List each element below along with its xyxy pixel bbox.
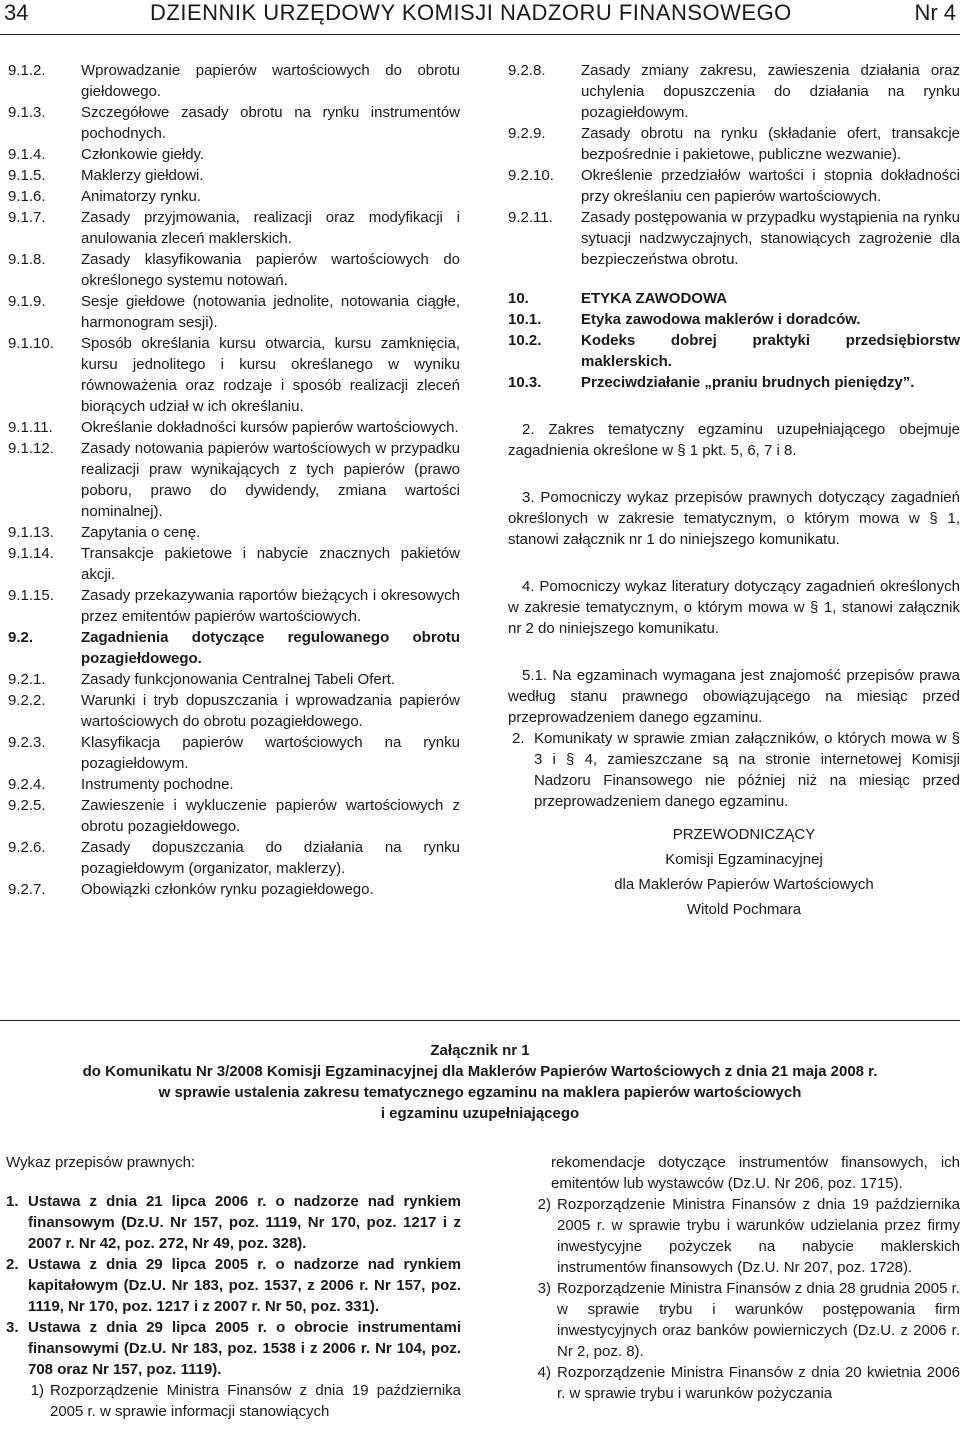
ethics-item-text: Etyka zawodowa maklerów i doradców.: [581, 311, 861, 328]
topic-item-text: Określenie przedziałów wartości i stopnia dokładności przy określaniu cen papierów wartościowych.: [581, 167, 960, 205]
regulation-item-number: 3): [537, 1280, 551, 1297]
topic-item-number: 9.1.11.: [8, 419, 53, 436]
topic-item-number: 9.1.9.: [8, 293, 46, 310]
regulation-item-text: Rozporządzenie Ministra Finansów z dnia 28 grudnia 2005 r. w sprawie trybu i warunków postępowania firm inwestycyjnych oraz banków powierniczych (Dz.U. z 2006 r. Nr 2, poz. 8).: [557, 1280, 960, 1360]
topic-item-text: Zasady obrotu na rynku (składanie ofert, transakcje bezpośrednie i pakietowe, publiczne wezwanie).: [581, 125, 960, 163]
annex-line-3: i egzaminu uzupełniającego: [380, 1105, 580, 1122]
topic-item: [8, 837, 460, 879]
regulations-list-left: [6, 1380, 461, 1422]
topic-item: [8, 249, 460, 291]
topic-item-text: Zasady notowania papierów wartościowych w przypadku realizacji praw wynikających z tych papierów (prawo poboru, prawo do dywidendy, zmiana wartości nominalnej).: [81, 440, 460, 520]
header-rule: [0, 34, 960, 35]
topic-list-left: [8, 60, 460, 900]
topic-item-number: 9.2.11.: [508, 209, 553, 226]
annex-heading: [0, 1040, 960, 1124]
law-item: [6, 1317, 461, 1380]
annex-title: Załącznik nr 1: [430, 1042, 530, 1059]
topic-item: [8, 732, 460, 774]
topic-item-text: Zasady zmiany zakresu, zawieszenia działania oraz uchylenia dopuszczenia do działania na rynku pozagiełdowym.: [581, 62, 960, 121]
ethics-item: [508, 330, 960, 372]
regulation-item: [6, 1380, 461, 1422]
law-item-number: 3.: [6, 1319, 19, 1336]
topic-item: [8, 417, 460, 438]
topic-item-number: 9.2.6.: [8, 839, 46, 856]
topic-item-number: 9.1.8.: [8, 251, 46, 268]
topic-item: [8, 438, 460, 522]
regulation-item-number: 4): [537, 1364, 551, 1381]
topic-item: [508, 207, 960, 270]
topic-item-text: Sesje giełdowe (notowania jednolite, notowania ciągłe, harmonogram sesji).: [81, 293, 460, 331]
topic-item-number: 9.1.2.: [8, 62, 46, 79]
topic-item-text: Transakcje pakietowe i nabycie znacznych pakietów akcji.: [81, 545, 460, 583]
topic-item-number: 9.1.13.: [8, 524, 54, 541]
topic-item-number: 9.2.4.: [8, 776, 46, 793]
topic-item-number: 9.1.12.: [8, 440, 54, 457]
signature-for: dla Maklerów Papierów Wartościowych: [614, 876, 874, 893]
regulation-item-number: 1): [30, 1382, 44, 1399]
ethics-item-text: Przeciwdziałanie „praniu brudnych pieniędzy”.: [581, 374, 915, 391]
signature-role: PRZEWODNICZĄCY: [672, 826, 816, 843]
topic-item-text: Klasyfikacja papierów wartościowych na rynku pozagiełdowym.: [81, 734, 460, 772]
topic-item-text: Określanie dokładności kursów papierów wartościowych.: [81, 419, 459, 436]
topic-item-text: Zapytania o cenę.: [81, 524, 201, 541]
ethics-item: [508, 309, 960, 330]
topic-item-number: 9.2.10.: [508, 167, 554, 184]
ethics-item-number: 10.3.: [508, 374, 542, 391]
annex-line-1: do Komunikatu Nr 3/2008 Komisji Egzaminacyjnej dla Maklerów Papierów Wartościowych z dnia 21 maja 2008 r.: [82, 1063, 878, 1080]
law-item: [6, 1254, 461, 1317]
regulation-item: [513, 1362, 960, 1404]
regulation-item-text: Rozporządzenie Ministra Finansów z dnia 19 października 2005 r. w sprawie informacji stanowiących: [50, 1382, 461, 1420]
paragraph-5-2: [508, 728, 960, 812]
ethics-item: [508, 288, 960, 309]
topic-item-text: Obowiązki członków rynku pozagiełdowego.: [81, 881, 374, 898]
paragraph-3: 3. Pomocniczy wykaz przepisów prawnych dotyczący zagadnień określonych w zakresie tematycznym, o którym mowa w § 1, stanowi załącznik nr 1 do niniejszego komunikatu.: [508, 489, 960, 548]
regulations-column: [513, 1152, 960, 1404]
ethics-list: [508, 288, 960, 393]
topic-item-text: Szczegółowe zasady obrotu na rynku instrumentów pochodnych.: [81, 104, 460, 142]
topic-item: [8, 60, 460, 102]
regulation-item: [513, 1194, 960, 1278]
regulation-item-text: Rozporządzenie Ministra Finansów z dnia 19 października 2005 r. w sprawie trybu i warunków udzielania przez firmy inwestycyjne pożyczek na nabycie maklerskich instrumentów finansowych (Dz.U. Nr 207, poz. 1728).: [557, 1196, 960, 1276]
topic-list-right: [508, 60, 960, 270]
ethics-item-text: ETYKA ZAWODOWA: [581, 290, 728, 307]
topic-item-text: Maklerzy giełdowi.: [81, 167, 204, 184]
topic-item: [8, 627, 460, 669]
topic-item: [8, 543, 460, 585]
ethics-item-number: 10.2.: [508, 332, 542, 349]
topic-item-number: 9.1.6.: [8, 188, 46, 205]
topic-item-text: Zasady postępowania w przypadku wystąpienia na rynku sytuacji nadzwyczajnych, stanowiących zagrożenie dla bezpieczeństwa obrotu.: [581, 209, 960, 268]
issue-number: Nr 4: [914, 0, 956, 25]
topic-item: [8, 669, 460, 690]
topic-item-text: Członkowie giełdy.: [81, 146, 205, 163]
topic-item-number: 9.2.8.: [508, 62, 546, 79]
topic-item-number: 9.2.2.: [8, 692, 46, 709]
topic-item-number: 9.2.7.: [8, 881, 46, 898]
signature-name: Witold Pochmara: [686, 901, 802, 918]
regulation-1-continued: rekomendacje dotyczące instrumentów finansowych, ich emitentów lub wystawców (Dz.U. Nr 206, poz. 1715).: [551, 1154, 960, 1192]
law-item-text: Ustawa z dnia 29 lipca 2005 r. o nadzorze nad rynkiem kapitałowym (Dz.U. Nr 183, poz. 1537, z 2006 r. Nr 157, poz. 1119, Nr 170, poz. 1217 i z 2007 r. Nr 50, poz. 331).: [28, 1256, 461, 1315]
regulations-list-right: [513, 1194, 960, 1404]
topic-item-number: 9.2.: [8, 629, 34, 646]
topic-item-number: 9.1.14.: [8, 545, 54, 562]
ethics-item-number: 10.: [508, 290, 529, 307]
signature-committee: Komisji Egzaminacyjnej: [665, 851, 823, 868]
topic-item-text: Zasady funkcjonowania Centralnej Tabeli Ofert.: [81, 671, 396, 688]
topic-item-text: Zasady dopuszczania do działania na rynku pozagiełdowym (organizator, maklerzy).: [81, 839, 460, 877]
topic-item-text: Zawieszenie i wykluczenie papierów wartościowych z obrotu pozagiełdowego.: [81, 797, 460, 835]
topic-item-number: 9.2.3.: [8, 734, 46, 751]
right-column: [508, 60, 960, 924]
topic-item-number: 9.1.10.: [8, 335, 54, 352]
topic-item: [8, 144, 460, 165]
law-item-number: 1.: [6, 1193, 19, 1210]
topic-item-number: 9.1.4.: [8, 146, 46, 163]
page-header: [0, 0, 960, 30]
topic-item-text: Wprowadzanie papierów wartościowych do obrotu giełdowego.: [81, 62, 460, 100]
left-column: [8, 60, 460, 900]
topic-item-text: Warunki i tryb dopuszczania i wprowadzania papierów wartościowych do obrotu pozagiełdowego.: [81, 692, 460, 730]
topic-item-number: 9.1.15.: [8, 587, 54, 604]
page-number: 34: [4, 0, 29, 25]
paragraph-5-2-number: 2.: [512, 730, 525, 747]
topic-item-text: Animatorzy rynku.: [81, 188, 202, 205]
annex-rule: [0, 1020, 960, 1021]
topic-item-text: Instrumenty pochodne.: [81, 776, 234, 793]
topic-item: [8, 186, 460, 207]
topic-item-number: 9.1.3.: [8, 104, 46, 121]
law-item-text: Ustawa z dnia 21 lipca 2006 r. o nadzorze nad rynkiem finansowym (Dz.U. Nr 157, poz. 1119, Nr 170, poz. 1217 i z 2007 r. Nr 42, poz. 272, Nr 49, poz. 328).: [28, 1193, 461, 1252]
topic-item: [8, 165, 460, 186]
topic-item: [8, 207, 460, 249]
topic-item-text: Zasady przekazywania raportów bieżących i okresowych przez emitentów papierów wartościowych.: [81, 587, 460, 625]
paragraph-5-2-text: Komunikaty w sprawie zmian załączników, o których mowa w § 3 i § 4, zamieszczane są na stronie internetowej Komisji Nadzoru Finansowego nie później niż na miesiąc przed przeprowadzeniem danego egzaminu.: [534, 730, 960, 810]
topic-item: [8, 291, 460, 333]
topic-item: [8, 102, 460, 144]
paragraph-5-1: 5.1. Na egzaminach wymagana jest znajomość przepisów prawa według stanu prawnego obowiązującego na miesiąc przed przeprowadzeniem danego egzaminu.: [508, 667, 960, 726]
ethics-item-text: Kodeks dobrej praktyki przedsiębiorstw maklerskich.: [581, 332, 960, 370]
topic-item: [8, 879, 460, 900]
laws-list: [6, 1191, 461, 1380]
ethics-item-number: 10.1.: [508, 311, 542, 328]
laws-column: [6, 1152, 461, 1422]
topic-item-number: 9.2.5.: [8, 797, 46, 814]
topic-item-text: Zasady klasyfikowania papierów wartościowych do określonego systemu notowań.: [81, 251, 460, 289]
topic-item: [508, 60, 960, 123]
topic-item: [508, 123, 960, 165]
topic-item: [8, 585, 460, 627]
topic-item: [508, 165, 960, 207]
regulation-item-number: 2): [537, 1196, 551, 1213]
topic-item: [8, 690, 460, 732]
ethics-item: [508, 372, 960, 393]
topic-item-text: Zagadnienia dotyczące regulowanego obrotu pozagiełdowego.: [81, 629, 460, 667]
law-item-text: Ustawa z dnia 29 lipca 2005 r. o obrocie instrumentami finansowymi (Dz.U. Nr 183, poz. 1538 i z 2006 r. Nr 104, poz. 708 oraz Nr 157, poz. 1119).: [28, 1319, 461, 1378]
annex-line-2: w sprawie ustalenia zakresu tematycznego egzaminu na maklera papierów wartościowych: [158, 1084, 802, 1101]
law-item: [6, 1191, 461, 1254]
topic-item-number: 9.2.9.: [508, 125, 546, 142]
regulation-item-text: Rozporządzenie Ministra Finansów z dnia 20 kwietnia 2006 r. w sprawie trybu i warunków pożyczania: [557, 1364, 960, 1402]
paragraph-2: 2. Zakres tematyczny egzaminu uzupełniającego obejmuje zagadnienia określone w § 1 pkt. 5, 6, 7 i 8.: [508, 421, 960, 459]
topic-item: [8, 774, 460, 795]
law-item-number: 2.: [6, 1256, 19, 1273]
topic-item-text: Sposób określania kursu otwarcia, kursu zamknięcia, kursu jednolitego i kursu określanego w wyniku równoważenia oraz rodzaje i sposób realizacji zleceń biorących udział w ich określaniu.: [81, 335, 460, 415]
topic-item: [8, 522, 460, 543]
topic-item: [8, 795, 460, 837]
topic-item-text: Zasady przyjmowania, realizacji oraz modyfikacji i anulowania zleceń maklerskich.: [81, 209, 460, 247]
topic-item: [8, 333, 460, 417]
topic-item-number: 9.1.7.: [8, 209, 46, 226]
journal-title: DZIENNIK URZĘDOWY KOMISJI NADZORU FINANSOWEGO: [150, 0, 792, 25]
topic-item-number: 9.1.5.: [8, 167, 46, 184]
laws-heading: Wykaz przepisów prawnych:: [6, 1154, 196, 1171]
regulation-item: [513, 1278, 960, 1362]
paragraph-4: 4. Pomocniczy wykaz literatury dotyczący zagadnień określonych w zakresie tematycznym, o którym mowa w § 1, stanowi załącznik nr 2 do niniejszego komunikatu.: [508, 578, 960, 637]
topic-item-number: 9.2.1.: [8, 671, 46, 688]
signature-block: [528, 824, 960, 920]
